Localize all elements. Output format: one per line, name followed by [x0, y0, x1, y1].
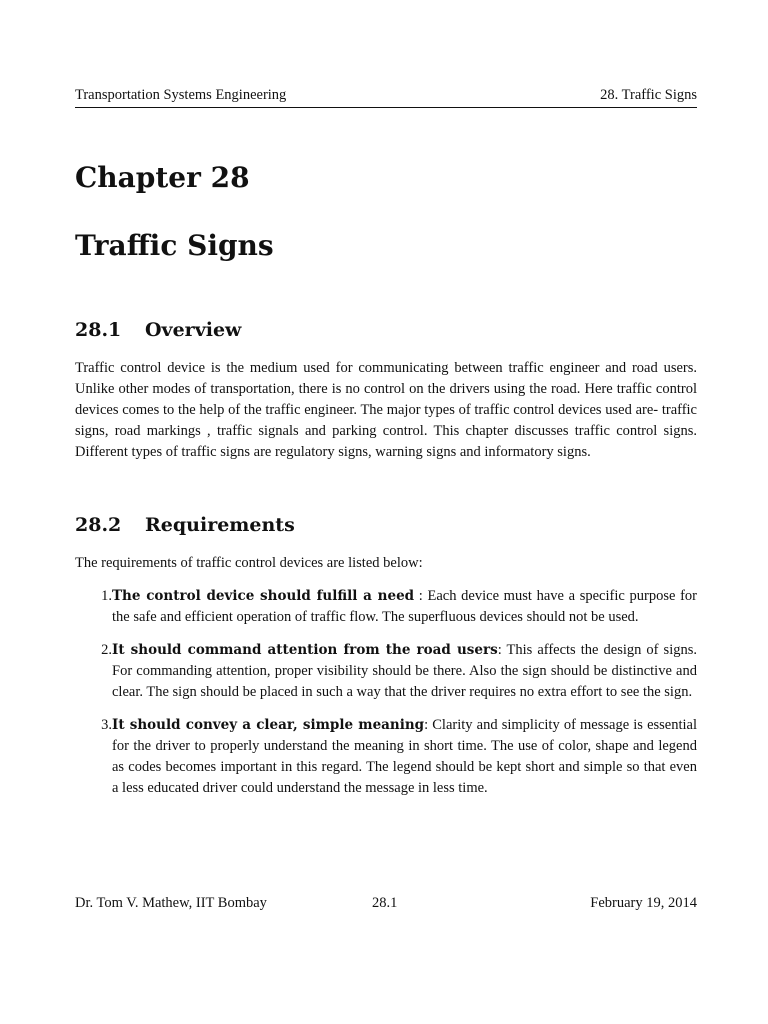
section-title: Overview: [145, 319, 242, 341]
list-item: [75, 640, 697, 703]
running-header: [75, 86, 697, 108]
page-number: 28.1: [372, 895, 398, 911]
requirements-intro: The requirements of traffic control devices are listed below:: [75, 555, 423, 571]
requirements-list: [75, 586, 697, 811]
list-item: [75, 586, 697, 628]
chapter-title: Traffic Signs: [75, 229, 274, 262]
item-body: [112, 586, 697, 628]
section-number: 28.2: [75, 514, 122, 536]
section-title: Requirements: [145, 514, 295, 536]
item-lead: It should convey a clear, simple meaning: [112, 717, 425, 733]
item-body: [112, 640, 697, 703]
item-lead: It should command attention from the road users: [112, 642, 498, 658]
item-number: 1.: [101, 588, 112, 604]
section-heading-requirements: [75, 512, 295, 538]
overview-paragraph: Traffic control device is the medium used for communicating between traffic engineer and road users. Unlike other modes of transportation, there is no control on the drivers using the road. Here traffic control devices comes to the help of the traffic engineer. The major types of traffic control devices used are- traffic signs, road markings , traffic signals and parking control. This chapter discusses traffic control signs. Different types of traffic signs are regulatory signs, warning signs and informatory signs.: [75, 360, 697, 460]
item-text: : Each device must have a specific purpose for the safe and efficient operation of traffic flow. The superfluous devices should not be used.: [112, 588, 697, 625]
document-page: [75, 0, 697, 1024]
item-number: 3.: [101, 717, 112, 733]
item-text: : Clarity and simplicity of message is essential for the driver to properly understand the meaning in short time. The use of color, shape and legend as codes becomes important in this regard. The legend should be kept short and simple so that even a less educated driver could understand the message in less time.: [112, 717, 697, 796]
chapter-number: Chapter 28: [75, 161, 250, 194]
footer-date: February 19, 2014: [590, 895, 697, 911]
list-item: [75, 715, 697, 799]
item-lead: The control device should fulfill a need: [112, 588, 415, 604]
section-number: 28.1: [75, 319, 122, 341]
item-number: 2.: [101, 642, 112, 658]
section-heading-overview: [75, 317, 241, 343]
header-book-title: Transportation Systems Engineering: [75, 87, 287, 103]
item-text: : This affects the design of signs. For commanding attention, proper visibility should be there. Also the sign should be distinctive and clear. The sign should be placed in such a way that the driver requires no extra effort to see the sign.: [112, 642, 697, 700]
item-body: [112, 715, 697, 799]
header-chapter-ref: 28. Traffic Signs: [600, 87, 697, 103]
footer-author: Dr. Tom V. Mathew, IIT Bombay: [75, 895, 267, 911]
